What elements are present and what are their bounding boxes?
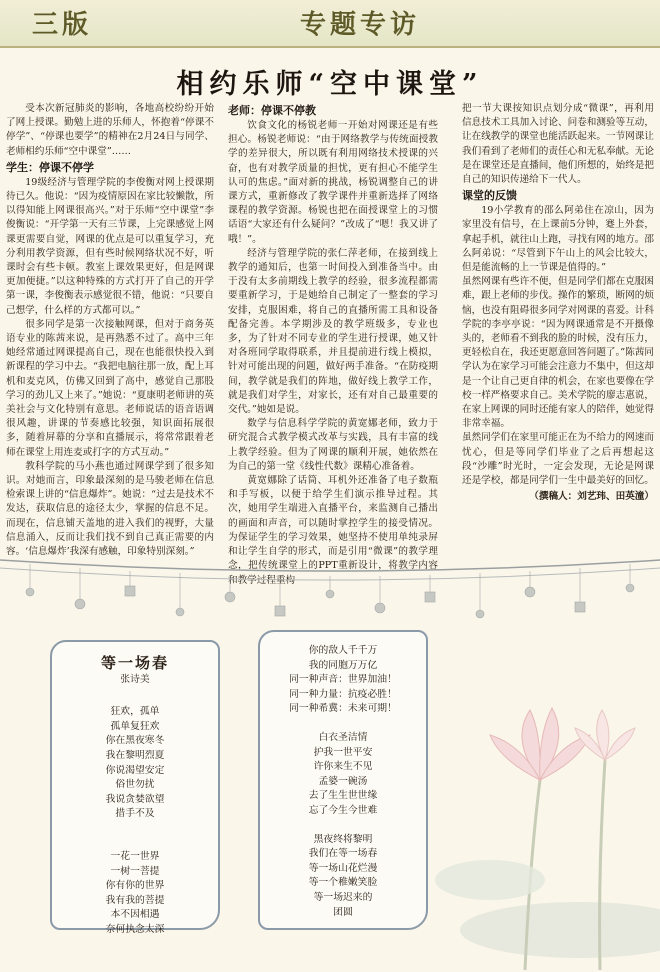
paragraph: 很多同学是第一次接触网课，但对于商务英语专业的陈茜来说，是再熟悉不过了。高中三年她经常通过网课提高自己，现在也能很快投入到新课程的学习中去。“我把电脑往那一放，配上耳机和麦克风，仿佛又回到了高中，感觉自己那股学习的劲儿又上来了。”她说：“夏康明老师讲的英美社会与文化特别有意思。老师说话的语音语调很风趣，讲课的节奏感比较强，知识面拓展很多，随着屏幕的分享和直播展示，将常常跟着老师在课堂上用连麦或打字的方式互动。” (6, 318, 214, 458)
poem-line: 一花一世界 (110, 850, 160, 862)
poem-line: 奈何执念太深 (105, 923, 165, 935)
poem-line: 我的同胞万万亿 (308, 659, 378, 671)
paragraph: 虽然网课有些许不便，但是同学们都在克服困难，跟上老师的步伐。操作的繁琐，断网的烦恼，也没有阻碍很多同学对网课的喜爱。计科学院的李亭亭说：“因为网课通常是不开摄像头的，老师看不到我的脸的时候，没有压力，更轻松自在，我还更愿意回答问题了。”陈茜同学认为在家学习可能会注意力不集中，但这却是一个让自己更自律的机会，在家也要像在学校一样严格要求自己。美术学院的廖志惠说，在家上网课的同时还能有家人的陪伴，她觉得非常幸福。 (462, 276, 654, 430)
paragraph: 教科学院的马小燕也通过网课学到了很多知识。对她而言，印象最深刻的是马骏老师在信息检索课上讲的“信息爆炸”。她说：“过去是技术不发达，获取信息的途径太少，掌握的信息不足。而现在，信息铺天盖地的进入我们的视野，大量信息涌入，反而让我们找不到自己真正需要的内容。‘信息爆炸’我深有感触，印象特别深刻。” (6, 460, 214, 558)
poem-line: 去了生生世世缘 (308, 790, 378, 802)
poem-line: 忘了今生今世难 (308, 804, 378, 816)
poem-line: 等一场山花烂漫 (308, 862, 378, 874)
feedback-heading: 课堂的反馈 (462, 189, 517, 203)
poem-line: 同一种希冀：未来可期！ (289, 703, 397, 715)
paragraph: 经济与管理学院的张仁萍老师，在接到线上教学的通知后，也第一时间投入到准备当中。由于没有太多前期线上教学的经验，很多流程都需要重新学习，于是她给自己制定了一整套的学习安排，克服困难，将自己的直播所需工具和设备配备完善。本学期涉及的教学班级多，专业也多，为了针对不同专业的学生进行授课，她又针对各班同学取得联系，并且提前进行线上模拟，针对可能出现的问题，做好两手准备。“在防疫期间，教学就是我们的阵地，做好线上教学工作，就是我们对学生，对家长，还有对自己最重要的交代。”她如是说。 (228, 247, 438, 416)
poem-line: 一树一菩提 (110, 865, 160, 877)
poem-frame-1 (50, 640, 220, 935)
poem-line: 我在黎明烈夏 (105, 749, 165, 761)
poem-line: 孤单复狂欢 (110, 720, 160, 732)
paragraph: 把一节大课按知识点划分成“微课”，再利用信息技术工具加入讨论、问卷和测验等互动，让在线教学的课堂也能活跃起来。一节网课让我们看到了老师们的责任心和无私奉献。无论是在课堂还是直播间，他们所想的，始终是把自己的知识传递给下一代人。 (462, 103, 654, 186)
paragraph: 黄宽娜除了话筒、耳机外还准备了电子数瓶和手写板，以便于给学生们演示推导过程。其次，她用学生端进入直播平台，来监测自己播出的画面和声音，可以随时掌控学生的接受情况。为保证学生的学习效果，她坚持不使用单纯录屏和让学生自学的形式，而是引用“微课”的教学理念，把传统课堂上的PPT重新设计，将教学内容和教学过程重构 (228, 475, 438, 586)
poem-line: 同一种声音：世界加油！ (289, 674, 397, 686)
article-title: 相约乐师“空中课堂” (176, 69, 484, 100)
section-title: 专题专访 (300, 10, 421, 40)
poem-line: 黑夜终将黎明 (313, 833, 373, 845)
poem-line: 白衣圣洁情 (318, 731, 368, 743)
poem-line: 我有我的菩提 (105, 894, 165, 906)
hanging-garland-decoration (0, 548, 660, 628)
intro-paragraph: 受本次新冠肺炎的影响，各地高校纷纷开始了网上授课。勤勉上进的乐师人，怀抱着“停课不停学”、“停课也要学”的精神在2月24日与同学、老师相约乐师“空中课堂”…… (6, 103, 214, 157)
poem-line: 措手不及 (115, 808, 155, 820)
poem-line: 同一种力量：抗疫必胜！ (289, 688, 397, 700)
column-1 (6, 102, 214, 558)
lotus-illustration (430, 640, 660, 970)
poem-line: 你在黑夜寒冬 (105, 735, 165, 747)
poem-line: 你说渴望安定 (105, 764, 165, 776)
poem-line: 我们在等一场春 (308, 848, 378, 860)
poem-line: 等一场迟来的 (313, 891, 373, 903)
poem-author: 张诗美 (120, 673, 150, 685)
poem-line: 你有你的世界 (105, 880, 165, 892)
paragraph: 19级经济与管理学院的李俊衡对网上授课期待已久。他说：“因为疫情原因在家比较懒散，所以得知能上网课很高兴。”对于乐师“空中课堂”李俊衡说：“开学第一天有三节课，上完课感觉上网课更需要自觉，网课的优点是可以重复学习，充分利用教学资源，但有些时候网络状况不好，听课时会有些卡顿。教室上课效果更好，但是网课更加便捷。”以这种特殊的方式打开了自己的开学第一课，李俊衡表示感觉很不错，他说：“只要自己想学，什么样的方式都可以。” (6, 176, 214, 316)
column-2 (228, 102, 438, 586)
poem-frame-2 (258, 630, 428, 930)
poem-line: 俗世勿扰 (115, 779, 155, 791)
paragraph: 虽然同学们在家里可能正在为不给力的网速而忧心，但是等同学们毕业了之后再想起这段“沙雕”时光时，一定会发现，无论是网课还是学校，都是同学们一生中最美好的回忆。 (462, 432, 654, 487)
poem-line: 团圆 (333, 906, 353, 918)
poem-line: 本不因相遇 (110, 909, 160, 921)
poem-line: 狂欢，孤单 (110, 706, 160, 718)
students-heading: 学生：停课不停学 (6, 160, 94, 174)
poem-line: 你的敌人千千万 (308, 645, 378, 656)
poem-line: 孟婆一碗汤 (318, 775, 368, 787)
poem-line: 我说贪婪欲望 (105, 793, 165, 805)
poem-line: 等一个稚嫩笑脸 (308, 877, 378, 889)
teachers-heading: 老师：停课不停教 (228, 104, 316, 117)
paragraph: 19小学教育的邵么阿弟住在凉山，因为家里没有信号，在上课前5分钟，蹇上外套，拿起手机，就往山上跑，寻找有网的地方。邵么阿弟说：“尽管到下午山上的风会比较大，但是能流畅的上一节课是值得的。” (462, 205, 654, 274)
edition-label: 三版 (32, 10, 93, 40)
paragraph: 饮食文化的杨锐老师一开始对网课还是有些担心。杨锐老师说：“由于网络教学与传统面授教学的差异很大，所以既有利用网络技术授课的兴奋，也有对教学质量的担忧，更有担心不能学生认可的焦虑。”面对新的挑战，杨锐调整自己的讲课方式，重新修改了教学课件并重新选择了网络课程的教学资源。杨锐也把在面授课堂上的习惯话语“大家还有什么疑问？”改成了“嗯！我又讲了哦！”。 (228, 120, 438, 245)
author-credit: （撰稿人：刘艺玮、田英潼） (529, 491, 654, 503)
column-3 (462, 102, 654, 516)
paragraph: 数学与信息科学学院的黄宽娜老师，致力于研究混合式教学模式改革与实践，具有丰富的线上教学经验。但为了网课的顺利开展，她依然在为自己的第一堂《线性代数》课精心准备着。 (228, 418, 438, 472)
poem-line: 许你来生不见 (313, 761, 373, 773)
page-header (0, 0, 660, 48)
poem-line: 护我一世平安 (313, 746, 373, 758)
poem-title: 等一场春 (100, 654, 169, 672)
